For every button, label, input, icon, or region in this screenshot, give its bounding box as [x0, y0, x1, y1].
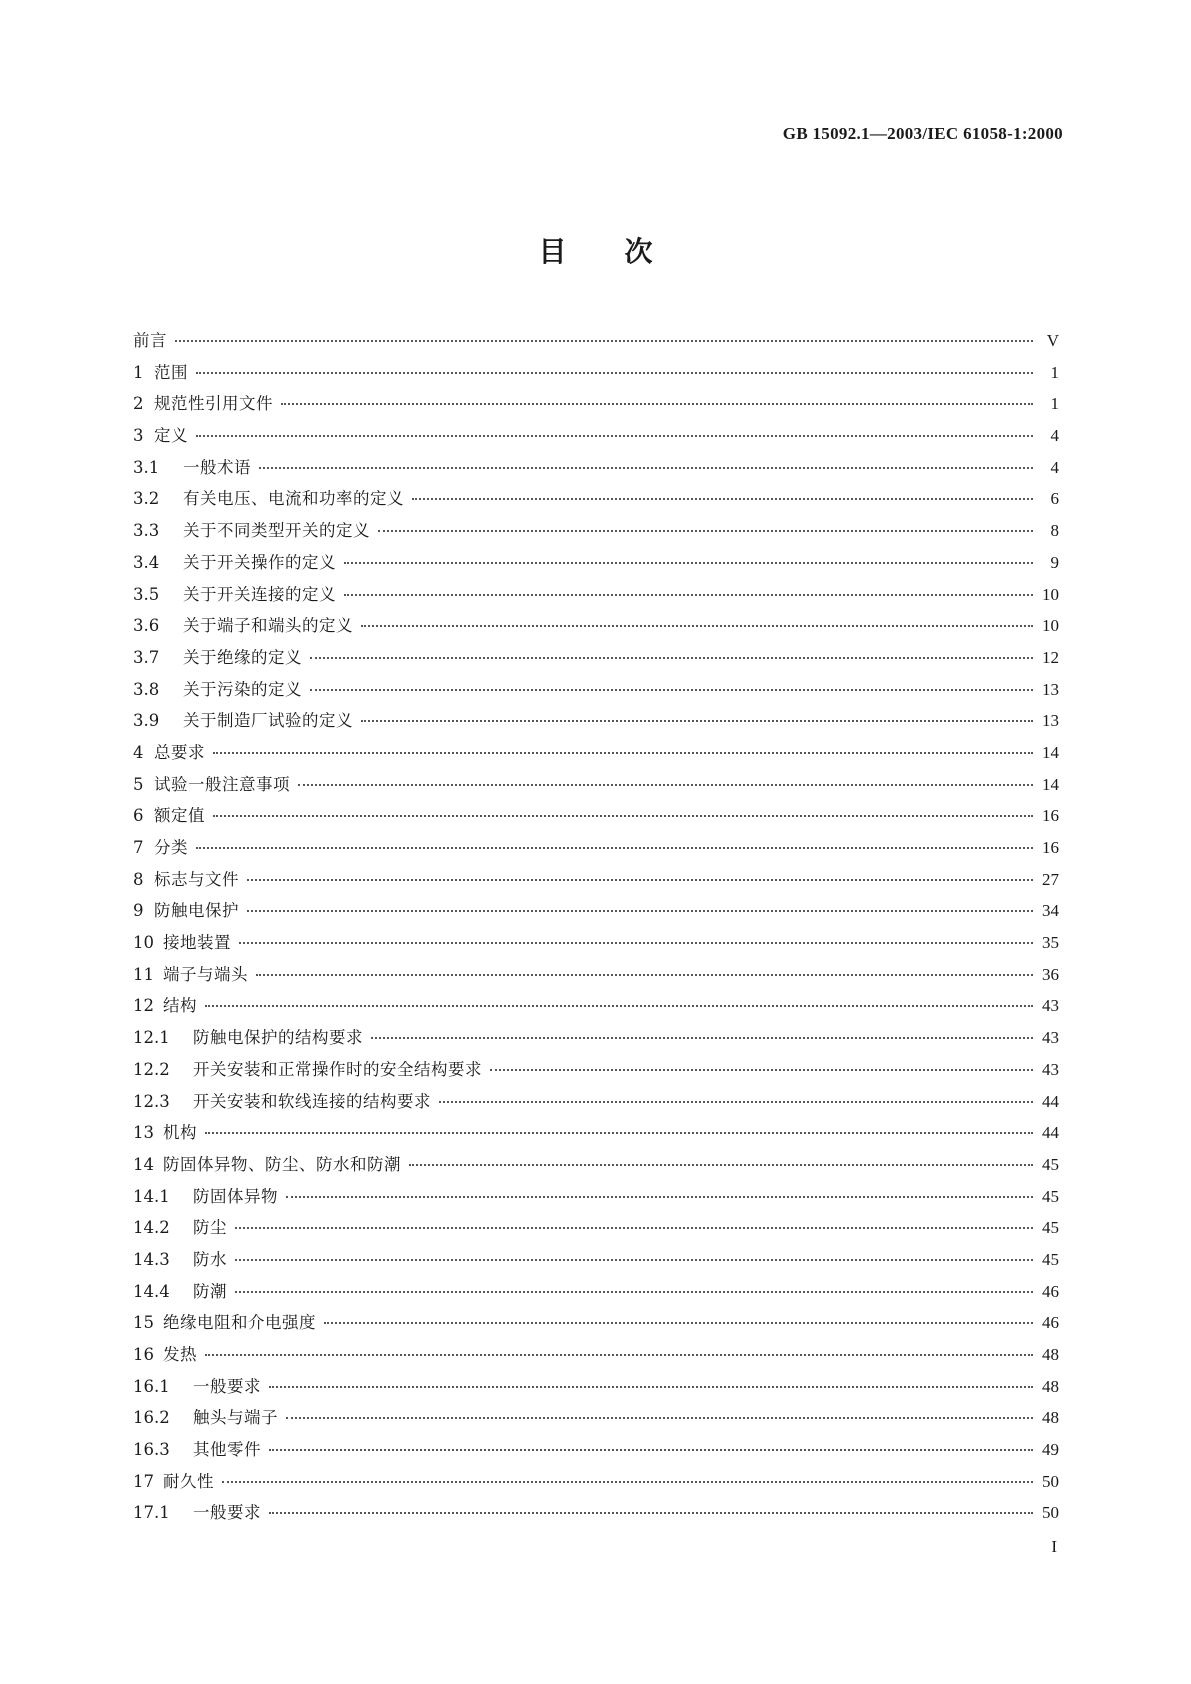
toc-entry-number: 16.2: [133, 1408, 170, 1428]
toc-entry-title: 防固体异物: [193, 1186, 278, 1206]
dot-leader: [286, 1195, 1033, 1198]
dot-leader: [256, 973, 1033, 976]
toc-entry-title: 一般术语: [183, 457, 251, 477]
page-number: I: [1051, 1537, 1057, 1556]
dot-leader: [361, 624, 1033, 627]
toc-entry-title: 一般要求: [193, 1503, 261, 1523]
toc-entry[interactable]: [133, 711, 1059, 743]
toc-entry-number: 14: [133, 1154, 154, 1174]
dot-leader: [310, 656, 1033, 659]
toc-entry[interactable]: [133, 553, 1059, 585]
toc-entry[interactable]: [133, 521, 1059, 553]
dot-leader: [412, 497, 1033, 500]
toc-entry-number: 14.1: [133, 1186, 170, 1206]
toc-entry-page: 35: [1042, 933, 1059, 953]
dot-leader: [247, 878, 1033, 881]
toc-entry-title: 结构: [163, 996, 197, 1016]
toc-entry-number: 3.9: [133, 711, 160, 731]
toc-entry[interactable]: [133, 489, 1059, 521]
dot-leader: [344, 593, 1033, 596]
toc-entry-number: 6: [133, 806, 144, 826]
toc-entry-title: 关于不同类型开关的定义: [183, 521, 370, 541]
toc-entry-title: 防潮: [193, 1281, 227, 1301]
toc-entry-title: 发热: [163, 1345, 197, 1364]
toc-entry[interactable]: [133, 1313, 1059, 1345]
toc-entry-title: 定义: [154, 426, 188, 446]
toc-entry-page: 4: [1050, 457, 1059, 477]
toc-entry-title: 防触电保护: [154, 901, 239, 921]
toc-entry[interactable]: [133, 1250, 1059, 1282]
toc-entry-number: 3.1: [133, 457, 160, 477]
toc-entry-page: 1: [1050, 362, 1059, 382]
toc-entry[interactable]: [133, 1503, 1059, 1535]
toc-entry-page: 14: [1042, 742, 1059, 762]
toc-entry-title: 试验一般注意事项: [154, 774, 290, 794]
toc-entry[interactable]: [133, 1440, 1059, 1472]
dot-leader: [235, 1258, 1033, 1261]
dot-leader: [490, 1068, 1033, 1071]
dot-leader: [235, 1290, 1033, 1293]
dot-leader: [205, 1004, 1033, 1007]
dot-leader: [235, 1226, 1033, 1229]
toc-entry[interactable]: [133, 363, 1059, 395]
toc-entry-number: 3.2: [133, 489, 160, 509]
toc-entry-number: 13: [133, 1123, 154, 1143]
toc-entry-number: 12.2: [133, 1059, 170, 1079]
toc-entry[interactable]: [133, 1408, 1059, 1440]
toc-entry-number: 2: [133, 394, 144, 414]
toc-entry[interactable]: [133, 1472, 1059, 1504]
dot-leader: [175, 339, 1033, 342]
dot-leader: [269, 1511, 1033, 1514]
dot-leader: [213, 814, 1033, 817]
dot-leader: [269, 1448, 1033, 1451]
toc-entry-title: 耐久性: [163, 1471, 214, 1491]
toc-entry-title: 关于开关操作的定义: [183, 552, 336, 572]
toc-entry-page: 13: [1042, 679, 1059, 699]
dot-leader: [259, 466, 1033, 469]
toc-entry-title: 前言: [133, 331, 167, 350]
toc-entry-title: 总要求: [154, 742, 205, 762]
toc-entry-number: 3: [133, 426, 144, 446]
toc-entry-page: 12: [1042, 647, 1059, 667]
toc-entry-page: 50: [1042, 1471, 1059, 1491]
toc-entry-page: 46: [1042, 1313, 1059, 1333]
toc-entry-number: 3.5: [133, 584, 160, 604]
toc-entry[interactable]: [133, 648, 1059, 680]
toc-entry-page: 49: [1042, 1440, 1059, 1460]
toc-entry-page: 16: [1042, 838, 1059, 857]
dot-leader: [298, 783, 1033, 786]
toc-entry-title: 一般要求: [193, 1376, 261, 1396]
dot-leader: [409, 1163, 1033, 1166]
toc-entry-page: 44: [1042, 1123, 1059, 1143]
dot-leader: [196, 846, 1033, 849]
toc-entry[interactable]: [133, 1123, 1059, 1155]
toc-entry-page: 34: [1042, 901, 1059, 921]
toc-entry-page: 48: [1042, 1345, 1059, 1364]
toc-entry-title: 关于端子和端头的定义: [183, 616, 353, 636]
toc-entry-title: 防水: [193, 1249, 227, 1269]
toc-entry[interactable]: [133, 426, 1059, 458]
dot-leader: [239, 941, 1033, 944]
toc-entry-number: 17: [133, 1471, 154, 1491]
toc-entry-number: 16.1: [133, 1376, 170, 1396]
toc-entry[interactable]: [133, 1282, 1059, 1314]
dot-leader: [361, 719, 1033, 722]
dot-leader: [310, 688, 1033, 691]
toc-entry-page: 45: [1042, 1249, 1059, 1269]
toc-entry[interactable]: [133, 901, 1059, 933]
toc-entry-title: 防触电保护的结构要求: [193, 1028, 363, 1048]
dot-leader: [213, 751, 1033, 754]
toc-entry-title: 范围: [154, 362, 188, 382]
toc-entry-title: 接地装置: [163, 933, 231, 953]
toc-entry-number: 1: [133, 362, 144, 382]
toc-entry[interactable]: [133, 1218, 1059, 1250]
toc-entry[interactable]: [133, 965, 1059, 997]
dot-leader: [324, 1321, 1033, 1324]
toc-entry-title: 关于污染的定义: [183, 679, 302, 699]
toc-entry-page: V: [1046, 331, 1059, 350]
toc-entry-page: 8: [1050, 521, 1059, 541]
toc-entry-page: 44: [1042, 1091, 1059, 1111]
toc-entry-title: 绝缘电阻和介电强度: [163, 1313, 316, 1333]
toc-entry-page: 16: [1042, 806, 1059, 826]
toc-entry-number: 3.3: [133, 521, 160, 541]
toc-entry-number: 4: [133, 742, 144, 762]
standard-number-header: GB 15092.1—2003/IEC 61058-1:2000: [782, 124, 1063, 143]
toc-entry[interactable]: [133, 394, 1059, 426]
toc-entry-number: 3.6: [133, 616, 160, 636]
toc-entry-number: 8: [133, 869, 144, 889]
toc-entry[interactable]: [133, 996, 1059, 1028]
toc-entry[interactable]: [133, 775, 1059, 807]
toc-entry-title: 其他零件: [193, 1440, 261, 1460]
toc-entry-number: 16.3: [133, 1440, 170, 1460]
toc-entry-title: 触头与端子: [193, 1408, 278, 1428]
toc-entry-number: 17.1: [133, 1503, 170, 1523]
toc-entry-title: 开关安装和正常操作时的安全结构要求: [193, 1059, 482, 1079]
toc-entry-page: 9: [1050, 552, 1059, 572]
dot-leader: [371, 1036, 1033, 1039]
dot-leader: [222, 1480, 1033, 1483]
toc-entry[interactable]: [133, 1155, 1059, 1187]
dot-leader: [281, 402, 1033, 405]
toc-entry-number: 3.8: [133, 679, 160, 699]
toc-entry-number: 3.4: [133, 552, 160, 572]
toc-entry[interactable]: [133, 616, 1059, 648]
dot-leader: [247, 909, 1033, 912]
toc-entry[interactable]: [133, 458, 1059, 490]
toc-entry[interactable]: [133, 1092, 1059, 1124]
dot-leader: [196, 434, 1033, 437]
toc-entry-page: 6: [1050, 489, 1059, 509]
toc-entry-page: 50: [1042, 1503, 1059, 1523]
toc-entry[interactable]: [133, 1028, 1059, 1060]
toc-entry-page: 1: [1050, 394, 1059, 414]
toc-entry[interactable]: [133, 933, 1059, 965]
toc-entry-title: 关于绝缘的定义: [183, 647, 302, 667]
dot-leader: [378, 529, 1033, 532]
toc-entry-number: 11: [133, 964, 154, 984]
toc-entry-title: 机构: [163, 1123, 197, 1143]
toc-entry-title: 额定值: [154, 806, 205, 826]
toc-entry[interactable]: [133, 743, 1059, 775]
toc-entry-page: 43: [1042, 1028, 1059, 1048]
page-title: 目次: [538, 235, 711, 268]
toc-entry-page: 45: [1042, 1186, 1059, 1206]
toc-entry-number: 9: [133, 901, 144, 921]
toc-entry-page: 14: [1042, 774, 1059, 794]
toc-entry-number: 12.1: [133, 1028, 170, 1048]
toc-entry[interactable]: [133, 585, 1059, 617]
toc-entry[interactable]: [133, 870, 1059, 902]
toc-entry[interactable]: [133, 838, 1059, 870]
toc-entry-title: 防尘: [193, 1218, 227, 1238]
toc-entry-number: 12.3: [133, 1091, 170, 1111]
toc-entry-number: 10: [133, 933, 154, 953]
toc-entry[interactable]: [133, 680, 1059, 712]
toc-entry[interactable]: [133, 806, 1059, 838]
toc-entry-page: 36: [1042, 964, 1059, 984]
toc-entry-title: 分类: [154, 838, 188, 857]
dot-leader: [196, 371, 1033, 374]
toc-entry-page: 43: [1042, 996, 1059, 1016]
toc-entry-number: 15: [133, 1313, 154, 1333]
dot-leader: [286, 1416, 1033, 1419]
toc-entry-title: 关于开关连接的定义: [183, 584, 336, 604]
toc-entry[interactable]: [133, 1377, 1059, 1409]
toc-entry-page: 46: [1042, 1281, 1059, 1301]
toc-entry-page: 48: [1042, 1408, 1059, 1428]
dot-leader: [439, 1100, 1033, 1103]
toc-entry-number: 14.3: [133, 1249, 170, 1269]
dot-leader: [205, 1131, 1033, 1134]
toc-entry-number: 7: [133, 838, 144, 857]
toc-entry-page: 13: [1042, 711, 1059, 731]
table-of-contents: [133, 331, 1059, 1535]
toc-entry-title: 关于制造厂试验的定义: [183, 711, 353, 731]
toc-entry-number: 12: [133, 996, 154, 1016]
toc-entry-number: 3.7: [133, 647, 160, 667]
toc-entry-page: 10: [1042, 616, 1059, 636]
toc-entry-title: 标志与文件: [154, 869, 239, 889]
toc-entry-page: 48: [1042, 1376, 1059, 1396]
toc-entry-page: 27: [1042, 869, 1059, 889]
dot-leader: [269, 1385, 1033, 1388]
dot-leader: [344, 561, 1033, 564]
toc-entry-number: 16: [133, 1345, 154, 1364]
toc-entry-title: 防固体异物、防尘、防水和防潮: [163, 1154, 401, 1174]
toc-entry[interactable]: [133, 1187, 1059, 1219]
toc-entry-number: 14.2: [133, 1218, 170, 1238]
toc-entry-page: 45: [1042, 1218, 1059, 1238]
toc-entry-page: 10: [1042, 584, 1059, 604]
toc-entry-page: 43: [1042, 1059, 1059, 1079]
toc-entry-page: 45: [1042, 1154, 1059, 1174]
toc-entry-title: 开关安装和软线连接的结构要求: [193, 1091, 431, 1111]
toc-entry-title: 端子与端头: [163, 964, 248, 984]
toc-entry-number: 14.4: [133, 1281, 170, 1301]
dot-leader: [205, 1353, 1033, 1356]
toc-entry[interactable]: [133, 331, 1059, 363]
toc-entry-title: 有关电压、电流和功率的定义: [183, 489, 404, 509]
toc-entry-page: 4: [1050, 426, 1059, 446]
toc-entry-number: 5: [133, 774, 144, 794]
toc-entry[interactable]: [133, 1060, 1059, 1092]
toc-entry-title: 规范性引用文件: [154, 394, 273, 414]
toc-entry[interactable]: [133, 1345, 1059, 1377]
